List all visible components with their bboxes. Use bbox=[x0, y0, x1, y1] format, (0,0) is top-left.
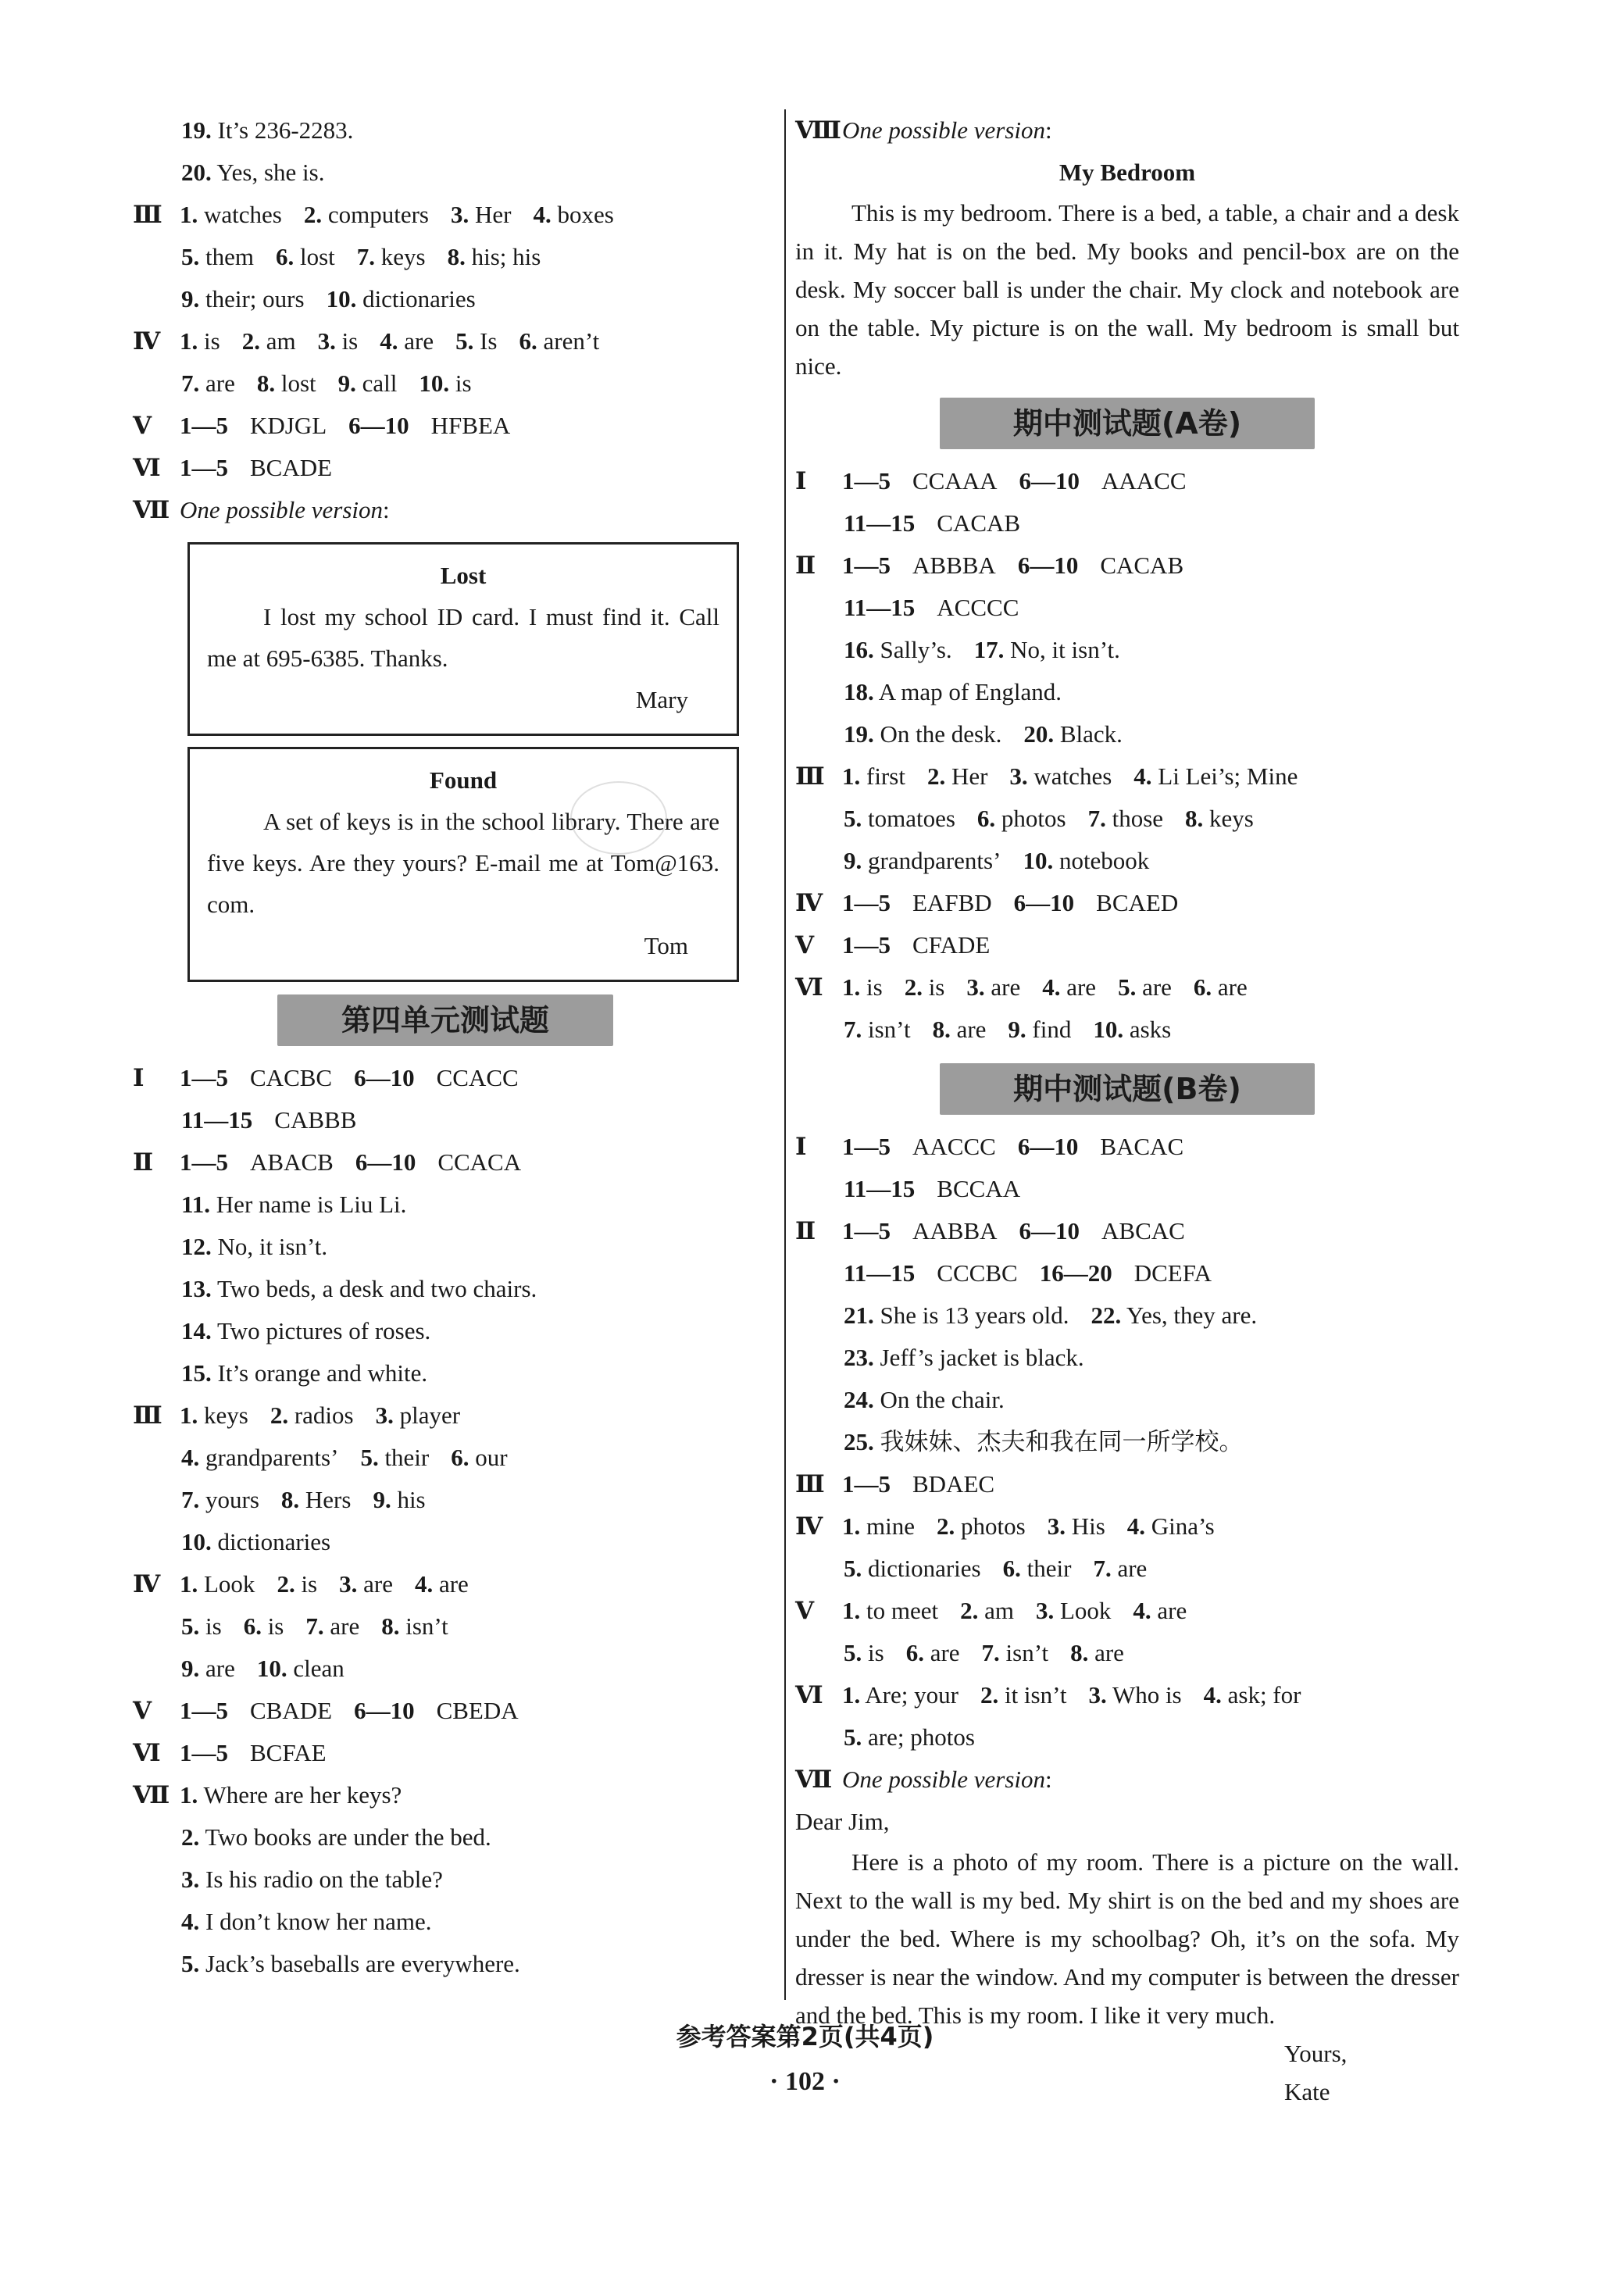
answer-line: 19. It’s 236-2283. bbox=[181, 116, 354, 144]
answer-line: 7. isn’t 8. are 9. find 10. asks bbox=[844, 1016, 1172, 1043]
answer-line: 4. I don’t know her name. bbox=[181, 1908, 432, 1935]
midterm-b-banner: 期中测试题(B卷) bbox=[940, 1063, 1315, 1115]
answer-line: 19. On the desk. 20. Black. bbox=[844, 720, 1123, 748]
answer-line: 11. Her name is Liu Li. bbox=[181, 1191, 407, 1218]
section-iv: Ⅳ 1. is 2. am 3. is 4. are 5. Is 6. aren’t bbox=[133, 327, 600, 355]
lost-sign: Mary bbox=[635, 686, 688, 713]
section-iii: Ⅲ 1. watches 2. computers 3. Her 4. boxes bbox=[133, 201, 614, 228]
b-section-iii: Ⅲ 1—5 BDAEC bbox=[795, 1470, 995, 1498]
answer-line: 20. Yes, she is. bbox=[181, 159, 325, 186]
found-notice bbox=[187, 747, 739, 982]
answer-line: 5. is 6. is 7. are 8. isn’t bbox=[181, 1612, 448, 1640]
u4-section-v: Ⅴ 1—5 CBADE 6—10 CBEDA bbox=[133, 1697, 519, 1724]
lost-body: I lost my school ID card. I must find it. Call me at 695-6385. Thanks. bbox=[207, 603, 719, 672]
answer-line: 3. Is his radio on the table? bbox=[181, 1866, 443, 1893]
bedroom-text: This is my bedroom. There is a bed, a table, a chair and a desk in it. My hat is on the bed. My books and pencil-box are on the desk. My soccer ball is under the chair. My clock and notebook are on the table. My picture is on the wall. My bedroom is small but nice. bbox=[795, 199, 1459, 380]
answer-line: 23. Jeff’s jacket is black. bbox=[844, 1344, 1084, 1371]
answer-line: 24. On the chair. bbox=[844, 1386, 1005, 1413]
answer-line: 2. Two books are under the bed. bbox=[181, 1823, 491, 1851]
answer-line: 11—15 BCCAA bbox=[844, 1175, 1021, 1202]
letter-closing: Yours, bbox=[1284, 2040, 1348, 2067]
answer-line: 5. dictionaries 6. their 7. are bbox=[844, 1555, 1148, 1582]
unit4-banner: 第四单元测试题 bbox=[277, 994, 613, 1046]
u4-section-vii: Ⅶ 1. Where are her keys? bbox=[133, 1781, 402, 1809]
u4-section-iv: Ⅳ 1. Look 2. is 3. are 4. are bbox=[133, 1570, 469, 1598]
answer-line: 10. dictionaries bbox=[181, 1528, 331, 1555]
answer-line: 11—15 ACCCC bbox=[844, 594, 1019, 621]
answer-line: 21. She is 13 years old. 22. Yes, they are. bbox=[844, 1302, 1258, 1329]
answer-line: 11—15 CACAB bbox=[844, 509, 1021, 537]
answer-line: 7. yours 8. Hers 9. his bbox=[181, 1486, 426, 1513]
answer-line: 5. tomatoes 6. photos 7. those 8. keys bbox=[844, 805, 1254, 832]
u4-section-i: Ⅰ 1—5 CACBC 6—10 CCACC bbox=[133, 1064, 519, 1091]
a-section-vi: Ⅵ 1. is 2. is 3. are 4. are 5. are 6. are bbox=[795, 973, 1248, 1001]
answer-line: 13. Two beds, a desk and two chairs. bbox=[181, 1275, 537, 1302]
answer-line: 4. grandparents’ 5. their 6. our bbox=[181, 1444, 508, 1471]
answer-line: 16. Sally’s. 17. No, it isn’t. bbox=[844, 636, 1120, 663]
found-body: A set of keys is in the school library. There are five keys. Are they yours? E-mail me at Tom@163. com. bbox=[207, 808, 719, 918]
section-v: Ⅴ 1—5 KDJGL 6—10 HFBEA bbox=[133, 412, 511, 439]
answer-line: 11—15 CABBB bbox=[181, 1106, 357, 1134]
b-section-vii: Ⅶ One possible version: bbox=[795, 1766, 1052, 1793]
found-title: Found bbox=[429, 766, 498, 794]
a-section-v: Ⅴ 1—5 CFADE bbox=[795, 931, 991, 959]
left-column bbox=[133, 109, 758, 1985]
b-section-vi: Ⅵ 1. Are; your 2. it isn’t 3. Who is 4. ask; for bbox=[795, 1681, 1301, 1709]
u4-section-vi: Ⅵ 1—5 BCFAE bbox=[133, 1739, 327, 1766]
b-section-v: Ⅴ 1. to meet 2. am 3. Look 4. are bbox=[795, 1597, 1187, 1624]
answer-line: 5. them 6. lost 7. keys 8. his; his bbox=[181, 243, 541, 270]
answer-line: 25. 我妹妹、杰夫和我在同一所学校。 bbox=[844, 1428, 1244, 1455]
page-number: · 102 · bbox=[769, 2067, 841, 2096]
faint-stamp-mark bbox=[570, 781, 667, 855]
answer-page-label: 参考答案第2页(共4页) bbox=[676, 2022, 934, 2051]
column-divider bbox=[784, 109, 786, 2000]
answer-line: 5. Jack’s baseballs are everywhere. bbox=[181, 1950, 520, 1977]
answer-line: 9. their; ours 10. dictionaries bbox=[181, 285, 476, 312]
answer-line: 15. It’s orange and white. bbox=[181, 1359, 428, 1387]
a-section-iv: Ⅳ 1—5 EAFBD 6—10 BCAED bbox=[795, 889, 1179, 916]
answer-line: 18. A map of England. bbox=[844, 678, 1062, 705]
answer-line: 9. are 10. clean bbox=[181, 1655, 344, 1682]
answer-line: 12. No, it isn’t. bbox=[181, 1233, 328, 1260]
found-sign: Tom bbox=[644, 932, 688, 959]
bedroom-title: My Bedroom bbox=[1058, 159, 1196, 186]
u4-section-ii: Ⅱ 1—5 ABACB 6—10 CCACA bbox=[133, 1148, 522, 1176]
letter-body: Here is a photo of my room. There is a picture on the wall. Next to the wall is my bed. My shirt is on the bed and my shoes are under the bed. Where is my schoolbag? Oh, it’s on the sofa. My dresser is near the window. And my computer is between the dresser and the bed. This is my room. I like it very much. bbox=[795, 1848, 1459, 2029]
u4-section-iii: Ⅲ 1. keys 2. radios 3. player bbox=[133, 1402, 461, 1429]
lost-notice bbox=[187, 542, 739, 736]
lost-title: Lost bbox=[440, 562, 487, 589]
a-section-iii: Ⅲ 1. first 2. Her 3. watches 4. Li Lei’s; Mine bbox=[795, 762, 1298, 790]
section-vi: Ⅵ 1—5 BCADE bbox=[133, 454, 333, 481]
answer-line: 7. are 8. lost 9. call 10. is bbox=[181, 370, 472, 397]
section-vii: Ⅶ One possible version: bbox=[133, 496, 390, 523]
answer-line: 9. grandparents’ 10. notebook bbox=[844, 847, 1150, 874]
a-section-i: Ⅰ 1—5 CCAAA 6—10 AAACC bbox=[795, 467, 1187, 495]
section-viii: ⅧOne possible version: bbox=[795, 116, 1052, 144]
b-section-i: Ⅰ 1—5 AACCC 6—10 BACAC bbox=[795, 1133, 1184, 1160]
answer-line: 5. is 6. are 7. isn’t 8. are bbox=[844, 1639, 1124, 1666]
answer-line: 14. Two pictures of roses. bbox=[181, 1317, 431, 1344]
answer-line: 11—15 CCCBC 16—20 DCEFA bbox=[844, 1259, 1212, 1287]
right-column bbox=[795, 109, 1459, 2111]
letter-greeting: Dear Jim, bbox=[795, 1808, 890, 1835]
midterm-a-banner: 期中测试题(A卷) bbox=[940, 398, 1315, 449]
answer-line: 5. are; photos bbox=[844, 1723, 975, 1751]
a-section-ii: Ⅱ 1—5 ABBBA 6—10 CACAB bbox=[795, 552, 1184, 579]
b-section-ii: Ⅱ 1—5 AABBA 6—10 ABCAC bbox=[795, 1217, 1185, 1244]
letter-name: Kate bbox=[1284, 2078, 1330, 2105]
b-section-iv: Ⅳ 1. mine 2. photos 3. His 4. Gina’s bbox=[795, 1512, 1215, 1540]
